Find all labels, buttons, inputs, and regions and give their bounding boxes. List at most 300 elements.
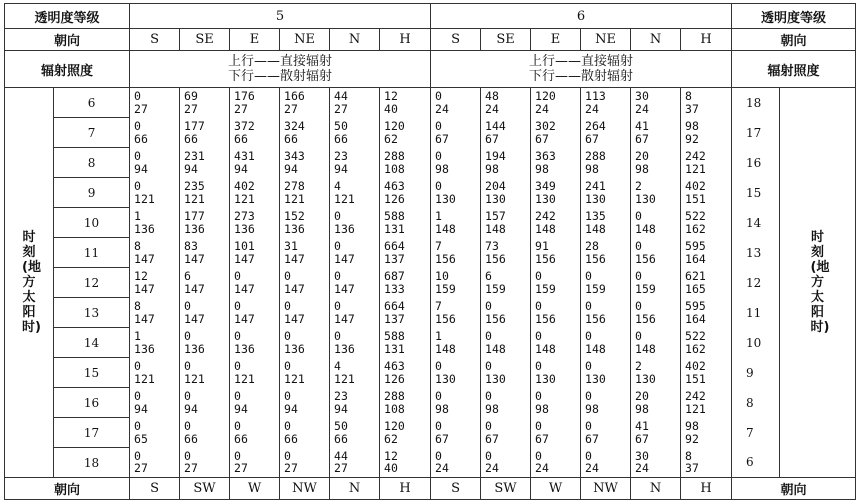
direct-value: 12 [134, 269, 148, 283]
direct-value: 463 [384, 179, 405, 193]
diffuse-value: 156 [535, 251, 556, 266]
time-label-right [780, 88, 856, 478]
hour-cell-left: 6 [54, 88, 130, 118]
value-cell [431, 358, 481, 388]
direct-value: 204 [485, 179, 506, 193]
hour-cell-left: 14 [54, 328, 130, 358]
value-cell [581, 238, 631, 268]
value-cell [130, 238, 180, 268]
diffuse-value: 147 [134, 311, 155, 326]
value-cell [330, 148, 380, 178]
direct-value: 20 [635, 149, 649, 163]
diffuse-value: 130 [485, 191, 506, 206]
direct-value: 0 [284, 389, 291, 403]
value-cell [280, 178, 330, 208]
value-cell [631, 388, 681, 418]
direct-value: 50 [334, 419, 348, 433]
value-cell [380, 418, 431, 448]
value-cell [481, 388, 531, 418]
diffuse-value: 162 [685, 221, 706, 236]
value-cell [631, 88, 681, 118]
direct-value: 0 [535, 359, 542, 373]
diffuse-value: 130 [435, 371, 456, 386]
diffuse-value: 121 [134, 191, 155, 206]
diffuse-value: 121 [234, 191, 255, 206]
orientation-header: SE [481, 29, 531, 51]
value-cell [581, 208, 631, 238]
value-cell [330, 418, 380, 448]
diffuse-value: 94 [284, 401, 298, 416]
direct-value: 0 [184, 419, 191, 433]
direct-value: 588 [384, 209, 405, 223]
value-cell [130, 388, 180, 418]
value-cell [130, 358, 180, 388]
diffuse-value: 92 [685, 131, 699, 146]
diffuse-value: 156 [535, 311, 556, 326]
diffuse-value: 98 [635, 161, 649, 176]
diffuse-value: 66 [334, 431, 348, 446]
direct-value: 0 [184, 299, 191, 313]
diffuse-value: 24 [485, 461, 499, 476]
direct-value: 522 [685, 209, 706, 223]
value-cell [280, 268, 330, 298]
diffuse-value: 27 [284, 461, 298, 476]
value-cell [330, 358, 380, 388]
diffuse-value: 27 [184, 101, 198, 116]
direct-value: 0 [134, 359, 141, 373]
value-cell [681, 448, 732, 478]
diffuse-value: 156 [635, 251, 656, 266]
value-cell [631, 238, 681, 268]
hour-cell-right: 14 [732, 208, 780, 238]
table-row [5, 358, 856, 388]
diffuse-value: 67 [485, 131, 499, 146]
value-cell [681, 148, 732, 178]
direct-value: 1 [435, 209, 442, 223]
value-cell [280, 298, 330, 328]
direct-value: 44 [334, 89, 348, 104]
direct-value: 0 [435, 448, 442, 463]
value-cell [631, 418, 681, 448]
table-row [5, 388, 856, 418]
direct-value: 2 [635, 179, 642, 193]
direct-value: 264 [585, 119, 606, 133]
diffuse-value: 121 [284, 371, 305, 386]
direct-value: 41 [635, 419, 649, 433]
direct-value: 0 [284, 299, 291, 313]
diffuse-value: 66 [184, 131, 198, 146]
orientation-footer: SW [481, 478, 531, 500]
diffuse-value: 133 [384, 281, 405, 296]
value-cell [130, 298, 180, 328]
direct-value: 152 [284, 209, 305, 223]
direct-value: 431 [234, 149, 255, 163]
orientation-label-left: 朝向 [5, 29, 130, 51]
direct-value: 0 [234, 269, 241, 283]
diffuse-value: 148 [585, 341, 606, 356]
orientation-footer: W [230, 478, 280, 500]
hour-cell-right: 16 [732, 148, 780, 178]
value-cell [330, 178, 380, 208]
diffuse-value: 66 [234, 131, 248, 146]
value-cell [180, 88, 230, 118]
value-cell [581, 148, 631, 178]
value-cell [380, 88, 431, 118]
direct-value: 0 [284, 419, 291, 433]
value-cell [531, 418, 581, 448]
direct-value: 324 [284, 119, 305, 133]
hour-cell-left: 7 [54, 118, 130, 148]
value-cell [681, 298, 732, 328]
hour-cell-left: 11 [54, 238, 130, 268]
value-cell [330, 448, 380, 478]
value-cell [681, 328, 732, 358]
value-cell [481, 238, 531, 268]
direct-value: 44 [334, 448, 348, 463]
diffuse-value: 131 [384, 341, 405, 356]
diffuse-value: 27 [134, 461, 148, 476]
direct-value: 7 [435, 239, 442, 253]
diffuse-value: 147 [334, 251, 355, 266]
value-cell [380, 388, 431, 418]
direct-value: 166 [284, 89, 305, 104]
diffuse-value: 121 [184, 191, 205, 206]
hour-cell-left: 13 [54, 298, 130, 328]
diffuse-value: 27 [134, 101, 148, 116]
diffuse-value: 24 [535, 461, 549, 476]
orientation-label-bottom-left: 朝向 [5, 478, 130, 500]
orientation-header: E [230, 29, 280, 51]
diffuse-value: 62 [384, 131, 398, 146]
value-cell [380, 328, 431, 358]
direct-value: 6 [184, 269, 191, 283]
value-cell [130, 88, 180, 118]
value-cell [280, 448, 330, 478]
direct-value: 0 [184, 359, 191, 373]
direct-value: 0 [134, 89, 141, 104]
direct-value: 8 [685, 448, 692, 463]
direct-value: 0 [234, 389, 241, 403]
diffuse-value: 136 [334, 221, 355, 236]
value-cell [230, 448, 280, 478]
value-cell [230, 298, 280, 328]
diffuse-value: 24 [535, 101, 549, 116]
value-cell [230, 238, 280, 268]
direct-value: 10 [435, 269, 449, 283]
value-cell [280, 148, 330, 178]
direct-value: 177 [184, 119, 205, 133]
value-cell [681, 178, 732, 208]
hour-cell-right: 11 [732, 298, 780, 328]
diffuse-value: 27 [234, 461, 248, 476]
direct-value: 0 [234, 419, 241, 433]
value-cell [681, 238, 732, 268]
value-cell [380, 298, 431, 328]
direct-value: 12 [384, 448, 398, 463]
value-cell [681, 358, 732, 388]
direct-value: 0 [284, 329, 291, 343]
value-cell [330, 268, 380, 298]
diffuse-value: 148 [435, 341, 456, 356]
value-cell [230, 268, 280, 298]
diffuse-value: 24 [585, 101, 599, 116]
value-cell [330, 388, 380, 418]
value-cell [280, 208, 330, 238]
value-cell [180, 268, 230, 298]
value-cell [180, 148, 230, 178]
value-cell [481, 88, 531, 118]
direct-value: 402 [234, 179, 255, 193]
value-cell [681, 418, 732, 448]
diffuse-value: 98 [635, 401, 649, 416]
direct-value: 12 [384, 89, 398, 104]
direct-value: 242 [685, 149, 706, 163]
orientation-header: NE [581, 29, 631, 51]
hour-cell-right: 10 [732, 328, 780, 358]
value-cell [380, 148, 431, 178]
value-cell [380, 178, 431, 208]
direct-value: 113 [585, 89, 606, 104]
direct-value: 0 [334, 329, 341, 343]
value-cell [481, 148, 531, 178]
direct-value: 194 [485, 149, 506, 163]
value-cell [431, 298, 481, 328]
hour-cell-left: 10 [54, 208, 130, 238]
value-cell [581, 268, 631, 298]
diffuse-value: 67 [585, 431, 599, 446]
value-cell [230, 118, 280, 148]
irradiance-label-left: 辐射照度 [5, 51, 130, 88]
diffuse-value: 67 [535, 431, 549, 446]
orientation-footer: H [681, 478, 732, 500]
orientation-footer: SW [180, 478, 230, 500]
direct-value: 595 [685, 299, 706, 313]
value-cell [681, 88, 732, 118]
hour-cell-right: 15 [732, 178, 780, 208]
direct-value: 91 [535, 239, 549, 253]
direct-value: 0 [435, 389, 442, 403]
value-cell [280, 418, 330, 448]
direct-value: 664 [384, 299, 405, 313]
value-cell [130, 148, 180, 178]
direct-value: 0 [535, 299, 542, 313]
value-cell [631, 178, 681, 208]
direct-value: 20 [635, 389, 649, 403]
diffuse-value: 147 [284, 311, 305, 326]
direct-value: 241 [585, 179, 606, 193]
diffuse-value: 108 [384, 401, 405, 416]
value-cell [180, 328, 230, 358]
direct-value: 0 [184, 389, 191, 403]
direct-value: 588 [384, 329, 405, 343]
hour-cell-right: 17 [732, 118, 780, 148]
diffuse-value: 159 [485, 281, 506, 296]
value-cell [130, 118, 180, 148]
direct-value: 0 [585, 419, 592, 433]
orientation-header: N [330, 29, 380, 51]
orientation-label-bottom-right: 朝向 [732, 478, 856, 500]
diffuse-value: 130 [485, 371, 506, 386]
irradiance-label-right: 辐射照度 [732, 51, 856, 88]
diffuse-value: 156 [585, 251, 606, 266]
value-cell [330, 208, 380, 238]
direct-value: 0 [585, 299, 592, 313]
diffuse-value: 162 [685, 341, 706, 356]
diffuse-value: 24 [585, 461, 599, 476]
value-cell [481, 268, 531, 298]
diffuse-value: 66 [234, 431, 248, 446]
value-cell [380, 358, 431, 388]
direct-value: 343 [284, 149, 305, 163]
direct-value: 30 [635, 448, 649, 463]
value-cell [531, 358, 581, 388]
table-row [5, 208, 856, 238]
value-cell [280, 238, 330, 268]
diffuse-value: 136 [184, 221, 205, 236]
direct-value: 8 [134, 299, 141, 313]
direct-value: 176 [234, 89, 255, 104]
diffuse-value: 24 [635, 461, 649, 476]
direct-value: 288 [384, 389, 405, 403]
diffuse-value: 156 [435, 311, 456, 326]
diffuse-value: 156 [635, 311, 656, 326]
diffuse-value: 94 [134, 161, 148, 176]
value-cell [531, 88, 581, 118]
value-cell [180, 358, 230, 388]
diffuse-value: 147 [284, 251, 305, 266]
value-cell [180, 418, 230, 448]
diffuse-value: 148 [535, 341, 556, 356]
value-cell [230, 88, 280, 118]
orientation-header: H [380, 29, 431, 51]
direct-value: 28 [585, 239, 599, 253]
hour-cell-left: 17 [54, 418, 130, 448]
diffuse-value: 98 [435, 401, 449, 416]
direct-value: 0 [435, 419, 442, 433]
diffuse-value: 98 [485, 401, 499, 416]
direct-value: 0 [535, 419, 542, 433]
direct-value: 23 [334, 389, 348, 403]
value-cell [481, 328, 531, 358]
value-cell [180, 118, 230, 148]
direct-value: 0 [134, 448, 141, 463]
direct-value: 522 [685, 329, 706, 343]
direct-value: 288 [585, 149, 606, 163]
orientation-header: NE [280, 29, 330, 51]
value-cell [431, 448, 481, 478]
diffuse-value: 136 [234, 341, 255, 356]
direct-value: 372 [234, 119, 255, 133]
direct-value: 0 [435, 179, 442, 193]
value-cell [330, 328, 380, 358]
direct-value: 463 [384, 359, 405, 373]
diffuse-value: 94 [284, 161, 298, 176]
diffuse-value: 136 [134, 341, 155, 356]
diffuse-value: 98 [585, 401, 599, 416]
value-cell [531, 298, 581, 328]
value-cell [431, 268, 481, 298]
value-cell [631, 448, 681, 478]
value-cell [180, 388, 230, 418]
direct-value: 302 [535, 119, 556, 133]
value-cell [380, 448, 431, 478]
table-row [5, 448, 856, 478]
diffuse-value: 94 [184, 401, 198, 416]
diffuse-value: 137 [384, 251, 405, 266]
direct-value: 231 [184, 149, 205, 163]
direct-value: 30 [635, 89, 649, 104]
direct-value: 6 [485, 269, 492, 283]
time-label-text: 时刻(地方太阳时) [810, 230, 830, 335]
value-cell [431, 388, 481, 418]
value-cell [431, 118, 481, 148]
diffuse-value: 130 [635, 191, 656, 206]
diffuse-value: 62 [384, 431, 398, 446]
level-5-header: 5 [130, 4, 431, 29]
direct-value: 8 [685, 89, 692, 104]
diffuse-value: 130 [585, 191, 606, 206]
hour-cell-left: 12 [54, 268, 130, 298]
value-cell [280, 388, 330, 418]
diffuse-value: 147 [334, 281, 355, 296]
orientation-header: H [681, 29, 732, 51]
direct-value: 402 [685, 179, 706, 193]
diffuse-value: 66 [184, 431, 198, 446]
direct-value: 0 [535, 448, 542, 463]
direct-value: 0 [635, 299, 642, 313]
direct-value: 235 [184, 179, 205, 193]
diffuse-value: 94 [334, 161, 348, 176]
diffuse-value: 159 [435, 281, 456, 296]
diffuse-value: 66 [284, 131, 298, 146]
direct-value: 98 [685, 419, 699, 433]
orientation-header: S [431, 29, 481, 51]
direct-value: 157 [485, 209, 506, 223]
diffuse-value: 67 [635, 131, 649, 146]
value-cell [431, 178, 481, 208]
value-cell [180, 298, 230, 328]
value-cell [631, 148, 681, 178]
table-row [5, 238, 856, 268]
value-cell [581, 418, 631, 448]
hour-cell-right: 7 [732, 418, 780, 448]
diffuse-value: 130 [435, 191, 456, 206]
diffuse-value: 98 [535, 401, 549, 416]
diffuse-value: 131 [384, 221, 405, 236]
value-cell [481, 358, 531, 388]
orientation-header: E [531, 29, 581, 51]
direct-value: 0 [535, 329, 542, 343]
diffuse-value: 121 [334, 371, 355, 386]
value-cell [631, 208, 681, 238]
diffuse-value: 147 [234, 311, 255, 326]
direct-value: 0 [535, 269, 542, 283]
diffuse-value: 148 [635, 221, 656, 236]
diffuse-value: 65 [134, 431, 148, 446]
table-row [5, 298, 856, 328]
top-orientation-row [5, 29, 856, 51]
time-label-text: 时刻(地方太阳时) [22, 230, 41, 335]
direct-value: 1 [134, 329, 141, 343]
diffuse-value: 151 [685, 371, 706, 386]
diffuse-value: 121 [234, 371, 255, 386]
value-cell [531, 148, 581, 178]
direct-value: 0 [535, 389, 542, 403]
direct-value: 0 [585, 389, 592, 403]
orientation-footer: NW [280, 478, 330, 500]
diffuse-value: 159 [535, 281, 556, 296]
value-cell [681, 118, 732, 148]
